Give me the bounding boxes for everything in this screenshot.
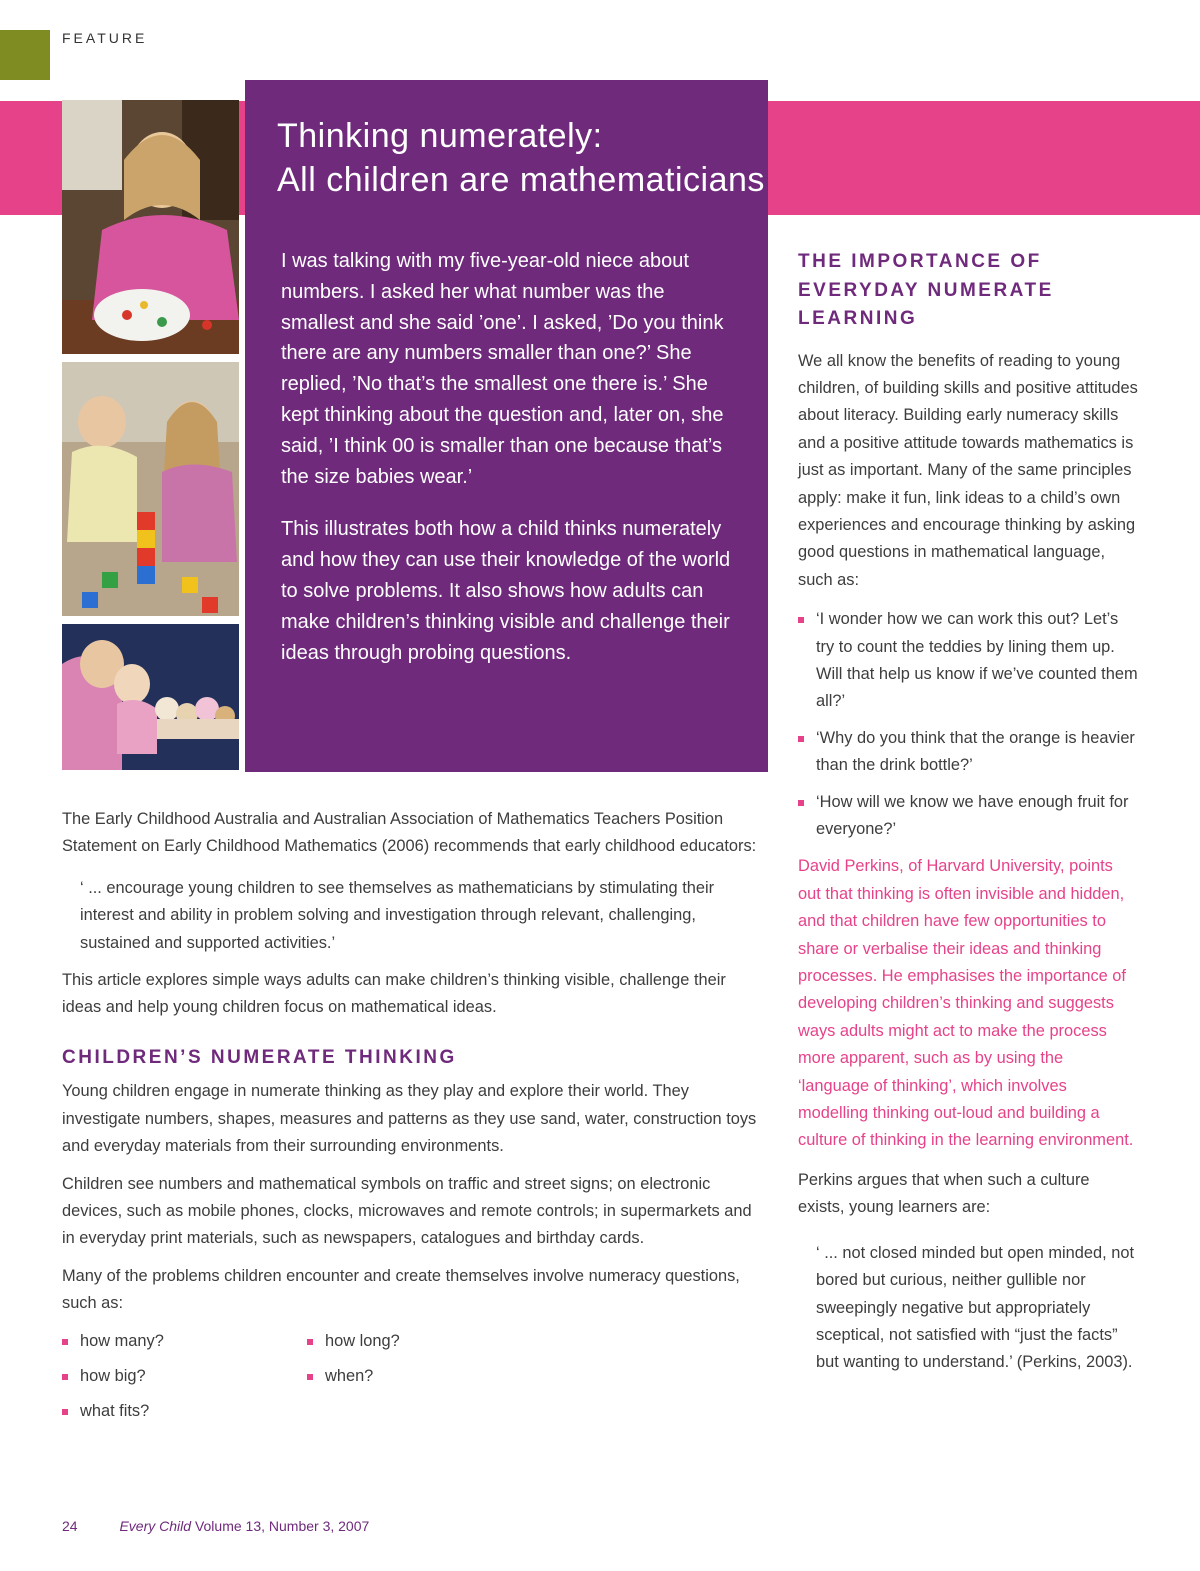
left-paragraph-3: Young children engage in numerate thinking as they play and explore their world. They investigate numbers, shapes, measures and patterns as they use sand, water, construction toys and everyday materials from their surrounding environments. [62, 1082, 757, 1156]
left-paragraph-1: The Early Childhood Australia and Australian Association of Mathematics Teachers Position Statement on Early Childhood Mathematics (2006) recommends that early childhood educators: [62, 810, 757, 856]
question-examples-list [798, 606, 1138, 843]
right-paragraph-2: Perkins argues that when such a culture exists, young learners are: [798, 1170, 1090, 1217]
section-label: FEATURE [62, 30, 148, 46]
right-column [798, 248, 1138, 1389]
photo-girl-counting [62, 100, 239, 354]
bullet-square-icon [62, 1339, 68, 1345]
position-statement-quote: ‘ ... encourage young children to see themselves as mathematicians by stimulating their interest and ability in problem solving and investigation through relevant, challenging, sustained and supported activities.’ [80, 878, 715, 952]
title-line-2: All children are mathematicians [277, 161, 765, 199]
perkins-quote: ‘ ... not closed minded but open minded, not bored but curious, neither gullible nor sweepingly negative but appropriately sceptical, not satisfied with “just the facts” but wanting to understand.’ (Perkins, 2003). [816, 1243, 1135, 1372]
list-item: how many? [62, 1328, 307, 1355]
intro-paragraph-1: I was talking with my five-year-old niece about numbers. I asked her what number was the smallest and she said ’one’. I asked, ’Do you think there are any numbers smaller than one?’ She replied, ’No that’s the smallest one there is.’ She kept thinking about the question and, later on, she said, ’I think 00 is smaller than one because that’s the size babies wear.’ [281, 250, 724, 488]
title-line-1: Thinking numerately: [277, 117, 603, 155]
photo-children-blocks [62, 362, 239, 616]
numeracy-questions [62, 1328, 767, 1434]
photo-teddies-couch [62, 624, 239, 770]
list-item: what fits? [62, 1398, 307, 1425]
list-item: ‘I wonder how we can work this out? Let’s try to count the teddies by lining them up. Will that help us know if we’ve counted them all?’ [798, 606, 1138, 716]
bullet-square-icon [798, 617, 804, 623]
left-column [62, 806, 767, 1434]
left-paragraph-5: Many of the problems children encounter and create themselves involve numeracy questions, such as: [62, 1266, 740, 1313]
bullet-square-icon [62, 1409, 68, 1415]
magazine-name: Every Child [119, 1518, 192, 1534]
bullet-square-icon [307, 1339, 313, 1345]
right-paragraph-1: We all know the benefits of reading to young children, of building skills and positive attitudes about literacy. Building early numeracy skills and a positive attitude towards mathematics is just as important. Many of the same principles apply: make it fun, link ideas to a child’s own experiences and encourage thinking by asking good questions in mathematical language, such as: [798, 351, 1138, 589]
issue-info: Volume 13, Number 3, 2007 [194, 1518, 370, 1534]
bullet-square-icon [62, 1374, 68, 1380]
left-paragraph-2: This article explores simple ways adults can make children’s thinking visible, challenge their ideas and help young children focus on mathematical ideas. [62, 971, 726, 1017]
intro-paragraph-2: This illustrates both how a child thinks numerately and how they can use their knowledge of the world to solve problems. It also shows how adults can make children’s thinking visible and challenge their ideas through probing questions. [281, 518, 731, 664]
questions-column-2 [307, 1328, 552, 1434]
page-footer [62, 1518, 369, 1534]
section-heading-numerate-thinking: CHILDREN’S NUMERATE THINKING [62, 1046, 457, 1068]
list-item: ‘Why do you think that the orange is heavier than the drink bottle?’ [798, 725, 1138, 780]
section-color-square [0, 30, 50, 80]
bullet-square-icon [307, 1374, 313, 1380]
list-item: how long? [307, 1328, 552, 1355]
left-paragraph-4: Children see numbers and mathematical symbols on traffic and street signs; on electronic devices, such as mobile phones, clocks, microwaves and remote controls; in supermarkets and in everyday print materials, such as newspapers, catalogues and birthday cards. [62, 1174, 752, 1248]
bullet-square-icon [798, 800, 804, 806]
questions-column-1 [62, 1328, 307, 1434]
list-item: ‘How will we know we have enough fruit for everyone?’ [798, 789, 1138, 844]
list-item: how big? [62, 1363, 307, 1390]
section-heading-importance: THE IMPORTANCE OF EVERYDAY NUMERATE LEARNING [798, 251, 1054, 329]
list-item: when? [307, 1363, 552, 1390]
page-title [277, 114, 977, 202]
intro-text [281, 246, 741, 690]
page-number: 24 [62, 1518, 78, 1534]
bullet-square-icon [798, 736, 804, 742]
perkins-highlight: David Perkins, of Harvard University, points out that thinking is often invisible and hidden, and that children have few opportunities to share or verbalise their ideas and thinking processes. He emphasises the importance of developing children’s thinking and suggests ways adults might act to make the process more apparent, such as by using the ‘language of thinking’, which involves modelling thinking out-loud and building a culture of thinking in the learning environment. [798, 857, 1134, 1150]
